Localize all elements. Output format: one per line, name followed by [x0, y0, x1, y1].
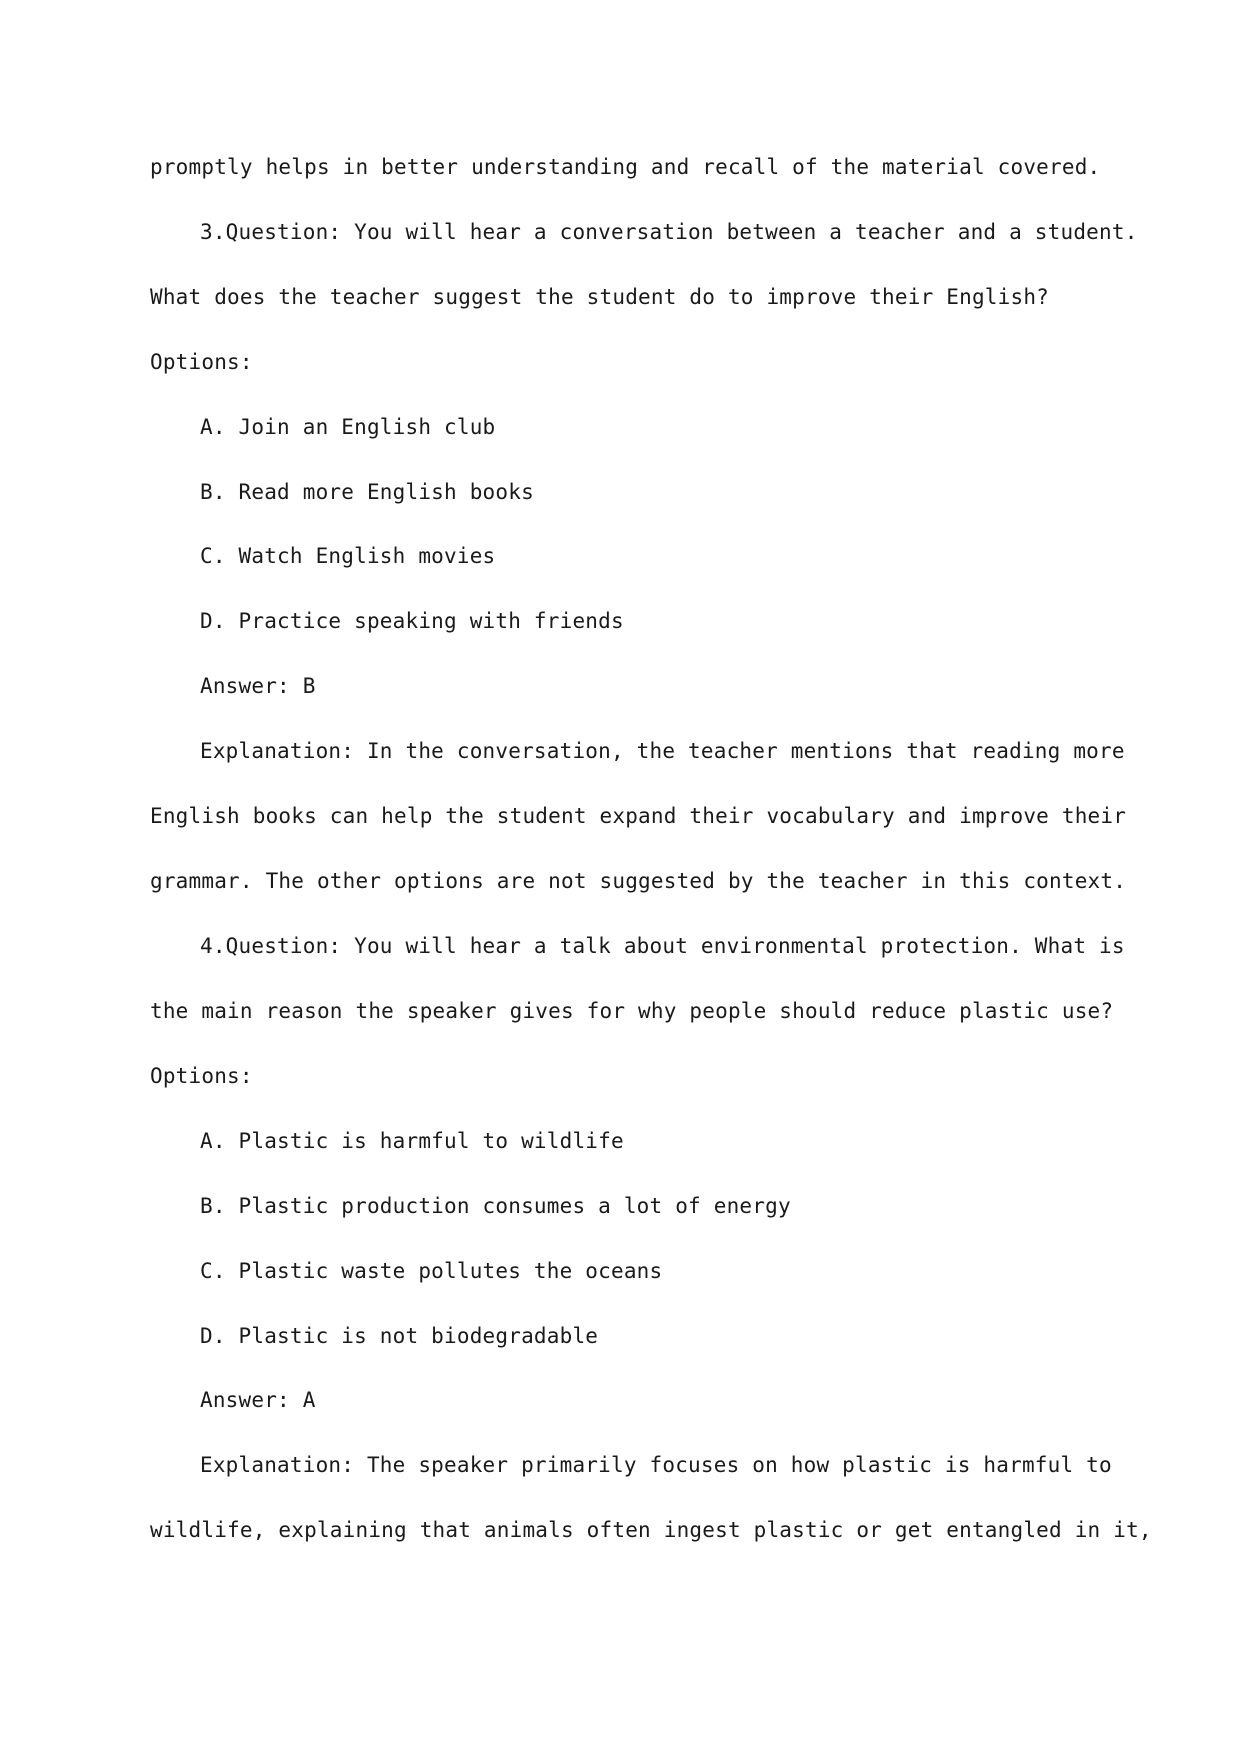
answer: Answer: B [200, 674, 316, 698]
answer: Answer: A [200, 1388, 316, 1412]
explanation-cont: grammar. The other options are not suggested by the teacher in this context. [150, 869, 1127, 893]
option-c: C. Watch English movies [200, 544, 496, 568]
option-c: C. Plastic waste pollutes the oceans [200, 1259, 663, 1283]
option-a: A. Plastic is harmful to wildlife [200, 1129, 624, 1153]
question-3-text: 3.Question: You will hear a conversation between a teacher and a student. [200, 220, 1138, 244]
option-b: B. Read more English books [200, 480, 534, 504]
explanation-cont: English books can help the student expand their vocabulary and improve their [150, 804, 1127, 828]
question-3-text-cont: What does the teacher suggest the student do to improve their English? [150, 285, 1050, 309]
question-4-text-cont: the main reason the speaker gives for why people should reduce plastic use? [150, 999, 1114, 1023]
options-label: Options: [150, 350, 253, 374]
explanation-cont: wildlife, explaining that animals often ingest plastic or get entangled in it, [150, 1518, 1152, 1542]
option-d: D. Plastic is not biodegradable [200, 1324, 599, 1348]
option-b: B. Plastic production consumes a lot of energy [200, 1194, 791, 1218]
explanation: Explanation: The speaker primarily focuses on how plastic is harmful to [200, 1453, 1112, 1477]
explanation: Explanation: In the conversation, the teacher mentions that reading more [200, 739, 1125, 763]
question-4-text: 4.Question: You will hear a talk about environmental protection. What is [200, 934, 1125, 958]
text-line-continuation: promptly helps in better understanding and recall of the material covered. [150, 155, 1101, 179]
option-d: D. Practice speaking with friends [200, 609, 624, 633]
option-a: A. Join an English club [200, 415, 496, 439]
options-label: Options: [150, 1064, 253, 1088]
